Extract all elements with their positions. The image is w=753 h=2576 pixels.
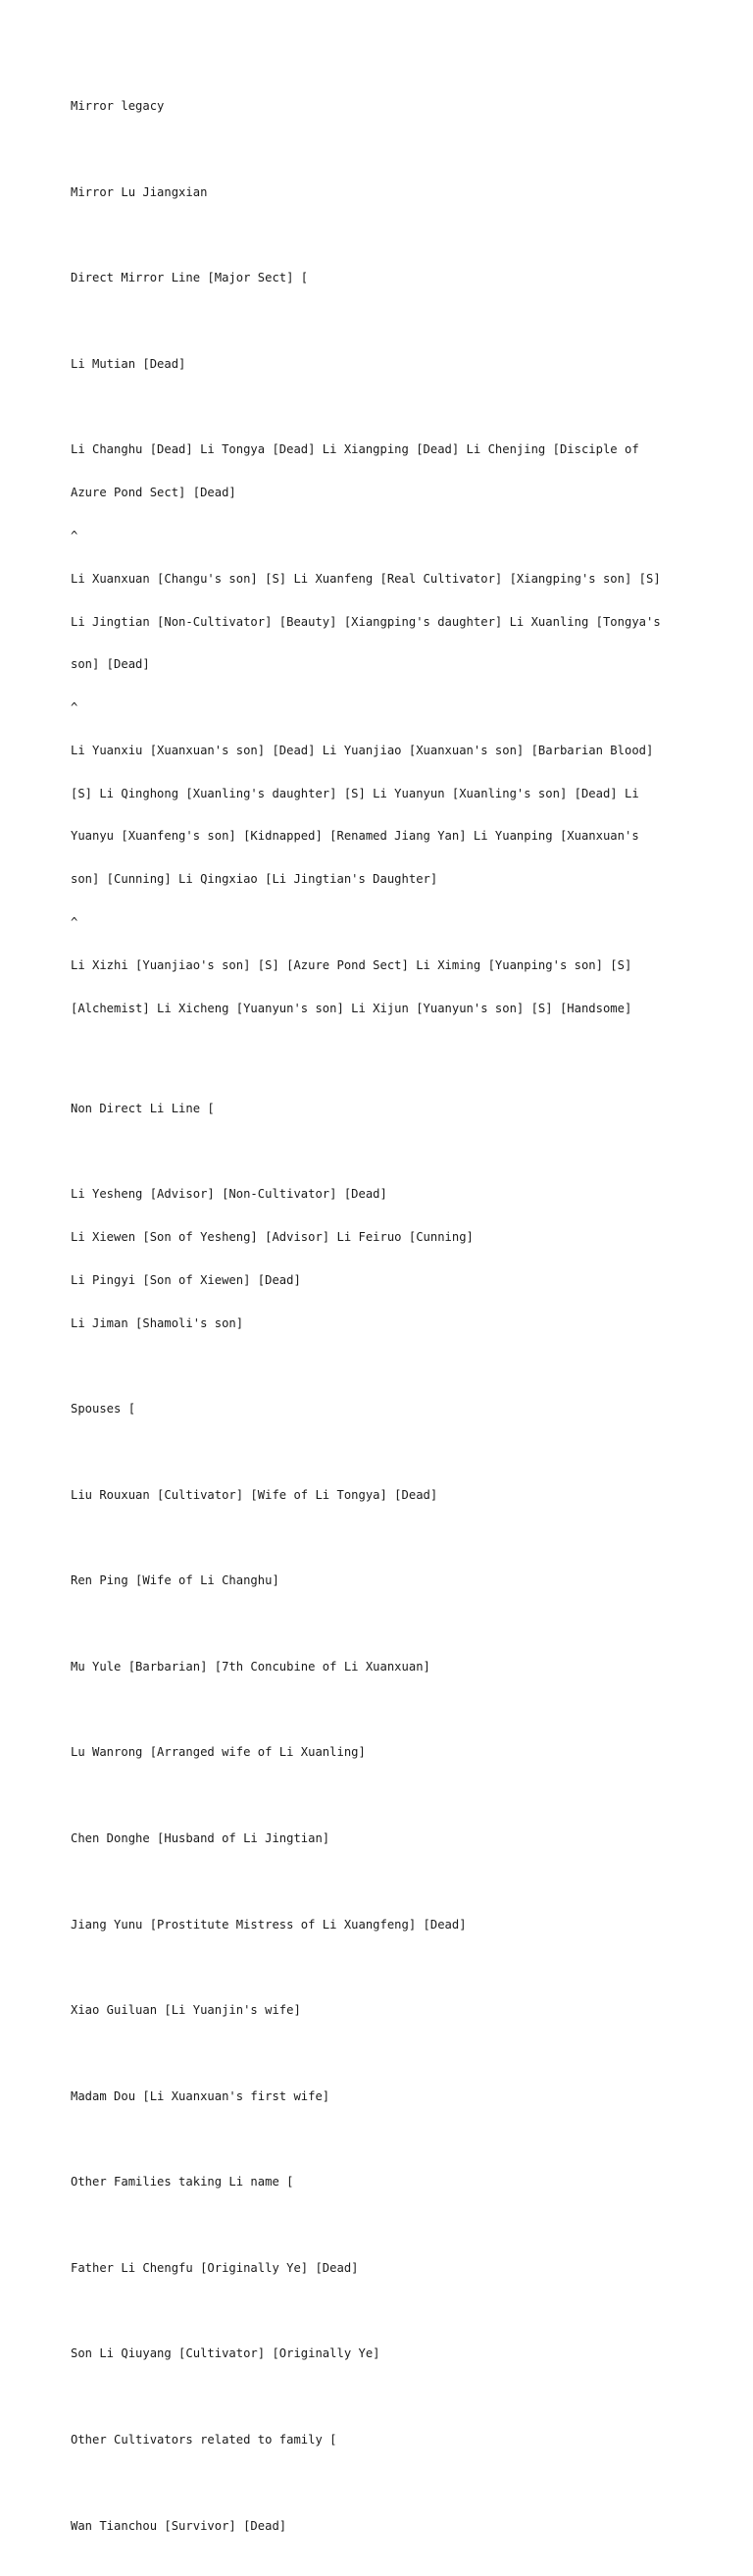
generations-block bbox=[71, 414, 688, 1044]
spouse-entry bbox=[71, 1460, 688, 1531]
text-line: Li Xuanxuan [Changu's son] [S] Li Xuanfeng [Real Cultivator] [Xiangping's son] [S] bbox=[71, 571, 661, 586]
spouse-entry bbox=[71, 1975, 688, 2046]
text-line: Father Li Chengfu [Originally Ye] [Dead] bbox=[71, 2260, 359, 2275]
text-line: Jiang Yunu [Prostitute Mistress of Li Xuangfeng] [Dead] bbox=[71, 1917, 467, 1932]
text-line: Mirror legacy bbox=[71, 99, 165, 114]
text-line: Direct Mirror Line [Major Sect] [ bbox=[71, 271, 309, 285]
text-line: Non Direct Li Line [ bbox=[71, 1101, 215, 1115]
blank-gap bbox=[71, 1058, 688, 1073]
text-line: Chen Donghe [Husband of Li Jingtian] bbox=[71, 1831, 330, 1846]
spouse-entry bbox=[71, 1888, 688, 1960]
text-line: Mu Yule [Barbarian] [7th Concubine of Li Xuanxuan] bbox=[71, 1659, 430, 1674]
text-line: ^ bbox=[71, 529, 78, 542]
spouse-entry bbox=[71, 1631, 688, 1703]
text-line: Li Pingyi [Son of Xiewen] [Dead] bbox=[71, 1272, 301, 1287]
text-line: Wan Tianchou [Survivor] [Dead] bbox=[71, 2518, 287, 2533]
text-line: Yuanyu [Xuanfeng's son] [Kidnapped] [Renamed Jiang Yan] Li Yuanping [Xuanxuan's bbox=[71, 829, 639, 844]
section-heading-other-families bbox=[71, 2146, 688, 2218]
spouse-entry bbox=[71, 2061, 688, 2133]
text-line: Mirror Lu Jiangxian bbox=[71, 184, 208, 199]
text-line: Li Changhu [Dead] Li Tongya [Dead] Li Xiangping [Dead] Li Chenjing [Disciple of bbox=[71, 442, 639, 457]
text-line: Li Jingtian [Non-Cultivator] [Beauty] [Xiangping's daughter] Li Xuanling [Tongya's bbox=[71, 614, 661, 629]
generation-1 bbox=[71, 329, 688, 400]
document-page bbox=[71, 71, 688, 2576]
text-line: [S] Li Qinghong [Xuanling's daughter] [S] Li Yuanyun [Xuanling's son] [Dead] Li bbox=[71, 786, 639, 800]
text-line: Madam Dou [Li Xuanxuan's first wife] bbox=[71, 2088, 330, 2103]
text-line: ^ bbox=[71, 915, 78, 930]
text-line: Other Families taking Li name [ bbox=[71, 2175, 294, 2190]
text-line: ^ bbox=[71, 700, 78, 715]
section-heading-direct-line bbox=[71, 242, 688, 314]
mirror-name bbox=[71, 157, 688, 229]
text-line: Li Yesheng [Advisor] [Non-Cultivator] [Dead] bbox=[71, 1187, 387, 1202]
text-line: Ren Ping [Wife of Li Changhu] bbox=[71, 1573, 279, 1588]
text-line: Li Xiewen [Son of Yesheng] [Advisor] Li Feiruo [Cunning] bbox=[71, 1230, 474, 1245]
section-heading-spouses bbox=[71, 1373, 688, 1445]
text-line: [Alchemist] Li Xicheng [Yuanyun's son] Li Xijun [Yuanyun's son] [S] [Handsome] bbox=[71, 1001, 632, 1015]
text-line: Li Yuanxiu [Xuanxuan's son] [Dead] Li Yuanjiao [Xuanxuan's son] [Barbarian Blood] bbox=[71, 743, 654, 757]
spouse-entry bbox=[71, 1803, 688, 1875]
text-line: Son Li Qiuyang [Cultivator] [Originally Ye] bbox=[71, 2346, 380, 2361]
document-heading bbox=[71, 71, 688, 142]
other-family-entry bbox=[71, 2318, 688, 2390]
section-heading-other-cultivators bbox=[71, 2404, 688, 2476]
text-line: Li Mutian [Dead] bbox=[71, 356, 186, 371]
text-line: Other Cultivators related to family [ bbox=[71, 2432, 337, 2447]
other-cultivator-entry bbox=[71, 2490, 688, 2561]
text-line: Liu Rouxuan [Cultivator] [Wife of Li Tongya] [Dead] bbox=[71, 1487, 438, 1502]
text-line: son] [Dead] bbox=[71, 657, 150, 672]
text-line: Lu Wanrong [Arranged wife of Li Xuanling] bbox=[71, 1745, 366, 1760]
text-line: Xiao Guiluan [Li Yuanjin's wife] bbox=[71, 2003, 301, 2018]
other-family-entry bbox=[71, 2233, 688, 2304]
spouse-entry bbox=[71, 1545, 688, 1617]
section-heading-non-direct-line bbox=[71, 1073, 688, 1145]
spouse-entry bbox=[71, 1717, 688, 1788]
non-direct-members bbox=[71, 1159, 688, 1359]
text-line: Spouses [ bbox=[71, 1402, 136, 1417]
text-line: son] [Cunning] Li Qingxiao [Li Jingtian's Daughter] bbox=[71, 872, 438, 887]
text-line: Azure Pond Sect] [Dead] bbox=[71, 486, 236, 500]
text-line: Li Xizhi [Yuanjiao's son] [S] [Azure Pond Sect] Li Ximing [Yuanping's son] [S] bbox=[71, 957, 632, 972]
text-line: Li Jiman [Shamoli's son] bbox=[71, 1315, 244, 1330]
